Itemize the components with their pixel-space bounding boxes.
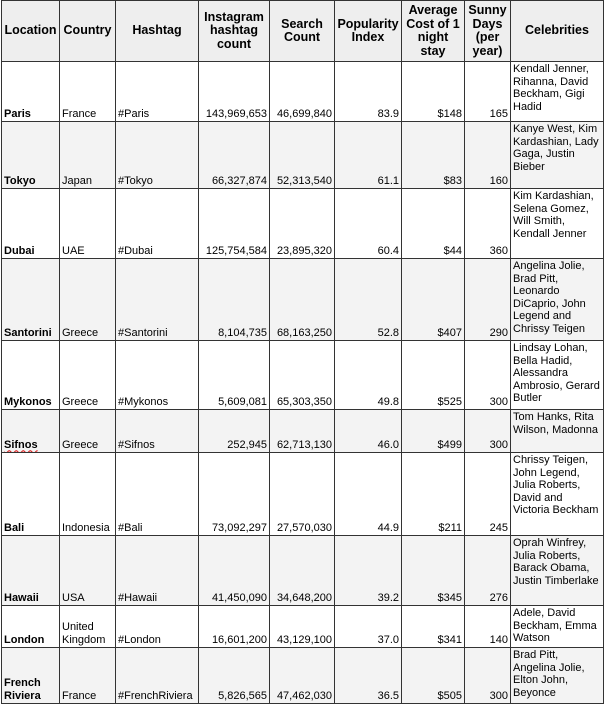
cell-country[interactable]: Greece	[60, 341, 116, 410]
cell-sunny-days[interactable]: 290	[465, 259, 511, 341]
cell-instagram-count[interactable]: 8,104,735	[199, 259, 270, 341]
header-location[interactable]: Location	[2, 1, 60, 62]
cell-location[interactable]: French Riviera	[2, 648, 60, 704]
cell-search-count[interactable]: 43,129,100	[270, 606, 335, 648]
cell-search-count[interactable]: 34,648,200	[270, 536, 335, 606]
cell-sunny-days[interactable]: 300	[465, 341, 511, 410]
cell-instagram-count[interactable]: 73,092,297	[199, 453, 270, 536]
cell-celebrities[interactable]: Lindsay Lohan, Bella Hadid, Alessandra Ambrosio, Gerard Butler	[511, 341, 604, 410]
header-country[interactable]: Country	[60, 1, 116, 62]
cell-average-cost[interactable]: $148	[402, 62, 465, 122]
cell-location[interactable]: Bali	[2, 453, 60, 536]
cell-search-count[interactable]: 52,313,540	[270, 122, 335, 189]
cell-celebrities[interactable]: Kim Kardashian, Selena Gomez, Will Smith, Kendall Jenner	[511, 189, 604, 259]
cell-country[interactable]: Greece	[60, 410, 116, 453]
cell-hashtag[interactable]: #Hawaii	[116, 536, 199, 606]
cell-average-cost[interactable]: $44	[402, 189, 465, 259]
cell-search-count[interactable]: 27,570,030	[270, 453, 335, 536]
table-row	[2, 259, 604, 341]
cell-search-count[interactable]: 62,713,130	[270, 410, 335, 453]
cell-country[interactable]: UAE	[60, 189, 116, 259]
cell-location[interactable]: London	[2, 606, 60, 648]
cell-instagram-count[interactable]: 252,945	[199, 410, 270, 453]
table-row	[2, 189, 604, 259]
cell-average-cost[interactable]: $407	[402, 259, 465, 341]
cell-average-cost[interactable]: $499	[402, 410, 465, 453]
table-row	[2, 453, 604, 536]
cell-location[interactable]: Tokyo	[2, 122, 60, 189]
cell-average-cost[interactable]: $211	[402, 453, 465, 536]
table-header	[2, 1, 604, 62]
header-sunny-days[interactable]: Sunny Days (per year)	[465, 1, 511, 62]
cell-country[interactable]: Greece	[60, 259, 116, 341]
cell-average-cost[interactable]: $341	[402, 606, 465, 648]
cell-popularity-index[interactable]: 37.0	[335, 606, 402, 648]
cell-celebrities[interactable]: Oprah Winfrey, Julia Roberts, Barack Obama, Justin Timberlake	[511, 536, 604, 606]
cell-popularity-index[interactable]: 36.5	[335, 648, 402, 704]
cell-location[interactable]: Hawaii	[2, 536, 60, 606]
cell-celebrities[interactable]: Kendall Jenner, Rihanna, David Beckham, Gigi Hadid	[511, 62, 604, 122]
cell-search-count[interactable]: 23,895,320	[270, 189, 335, 259]
cell-celebrities[interactable]: Brad Pitt, Angelina Jolie, Elton John, Beyonce	[511, 648, 604, 704]
cell-average-cost[interactable]: $83	[402, 122, 465, 189]
cell-location[interactable]: Paris	[2, 62, 60, 122]
cell-country[interactable]: Indonesia	[60, 453, 116, 536]
header-hashtag[interactable]: Hashtag	[116, 1, 199, 62]
cell-celebrities[interactable]: Adele, David Beckham, Emma Watson	[511, 606, 604, 648]
cell-sunny-days[interactable]: 245	[465, 453, 511, 536]
cell-popularity-index[interactable]: 61.1	[335, 122, 402, 189]
spellcheck-underline: Sifnos	[4, 438, 38, 451]
cell-sunny-days[interactable]: 165	[465, 62, 511, 122]
cell-country[interactable]: United Kingdom	[60, 606, 116, 648]
cell-hashtag[interactable]: #Tokyo	[116, 122, 199, 189]
cell-country[interactable]: France	[60, 648, 116, 704]
table-row	[2, 341, 604, 410]
cell-hashtag[interactable]: #Dubai	[116, 189, 199, 259]
cell-instagram-count[interactable]: 5,609,081	[199, 341, 270, 410]
table-row	[2, 122, 604, 189]
cell-popularity-index[interactable]: 83.9	[335, 62, 402, 122]
destinations-table	[1, 0, 604, 704]
cell-average-cost[interactable]: $525	[402, 341, 465, 410]
table-row	[2, 648, 604, 704]
header-instagram-count[interactable]: Instagram hashtag count	[199, 1, 270, 62]
cell-instagram-count[interactable]: 16,601,200	[199, 606, 270, 648]
cell-hashtag[interactable]: #London	[116, 606, 199, 648]
cell-country[interactable]: USA	[60, 536, 116, 606]
cell-celebrities[interactable]: Chrissy Teigen, John Legend, Julia Roberts, David and Victoria Beckham	[511, 453, 604, 536]
header-row	[2, 1, 604, 62]
cell-instagram-count[interactable]: 5,826,565	[199, 648, 270, 704]
cell-location[interactable]	[2, 410, 60, 453]
cell-country[interactable]: Japan	[60, 122, 116, 189]
table-row	[2, 62, 604, 122]
cell-popularity-index[interactable]: 44.9	[335, 453, 402, 536]
cell-hashtag[interactable]: #Paris	[116, 62, 199, 122]
table-row	[2, 410, 604, 453]
cell-popularity-index[interactable]: 60.4	[335, 189, 402, 259]
cell-instagram-count[interactable]: 125,754,584	[199, 189, 270, 259]
cell-location[interactable]: Santorini	[2, 259, 60, 341]
cell-country[interactable]: France	[60, 62, 116, 122]
cell-sunny-days[interactable]: 160	[465, 122, 511, 189]
table-row	[2, 606, 604, 648]
table-body	[2, 62, 604, 704]
cell-search-count[interactable]: 68,163,250	[270, 259, 335, 341]
cell-sunny-days[interactable]: 140	[465, 606, 511, 648]
cell-location[interactable]: Mykonos	[2, 341, 60, 410]
cell-popularity-index[interactable]: 49.8	[335, 341, 402, 410]
header-celebrities[interactable]: Celebrities	[511, 1, 604, 62]
cell-search-count[interactable]: 46,699,840	[270, 62, 335, 122]
cell-hashtag[interactable]: #Sifnos	[116, 410, 199, 453]
cell-hashtag[interactable]: #FrenchRiviera	[116, 648, 199, 704]
header-average-cost[interactable]: Average Cost of 1 night stay	[402, 1, 465, 62]
cell-hashtag[interactable]: #Mykonos	[116, 341, 199, 410]
cell-popularity-index[interactable]: 39.2	[335, 536, 402, 606]
header-popularity-index[interactable]: Popularity Index	[335, 1, 402, 62]
cell-average-cost[interactable]: $345	[402, 536, 465, 606]
cell-sunny-days[interactable]: 276	[465, 536, 511, 606]
header-search-count[interactable]: Search Count	[270, 1, 335, 62]
cell-popularity-index[interactable]: 52.8	[335, 259, 402, 341]
table-row	[2, 536, 604, 606]
cell-search-count[interactable]: 47,462,030	[270, 648, 335, 704]
cell-sunny-days[interactable]: 300	[465, 648, 511, 704]
cell-sunny-days[interactable]: 300	[465, 410, 511, 453]
cell-search-count[interactable]: 65,303,350	[270, 341, 335, 410]
cell-hashtag[interactable]: #Bali	[116, 453, 199, 536]
cell-instagram-count[interactable]: 41,450,090	[199, 536, 270, 606]
cell-celebrities[interactable]: Angelina Jolie, Brad Pitt, Leonardo DiCaprio, John Legend and Chrissy Teigen	[511, 259, 604, 341]
cell-celebrities[interactable]: Tom Hanks, Rita Wilson, Madonna	[511, 410, 604, 453]
cell-instagram-count[interactable]: 143,969,653	[199, 62, 270, 122]
cell-popularity-index[interactable]: 46.0	[335, 410, 402, 453]
cell-average-cost[interactable]: $505	[402, 648, 465, 704]
cell-location[interactable]: Dubai	[2, 189, 60, 259]
cell-instagram-count[interactable]: 66,327,874	[199, 122, 270, 189]
cell-sunny-days[interactable]: 360	[465, 189, 511, 259]
cell-celebrities[interactable]: Kanye West, Kim Kardashian, Lady Gaga, Justin Bieber	[511, 122, 604, 189]
cell-hashtag[interactable]: #Santorini	[116, 259, 199, 341]
